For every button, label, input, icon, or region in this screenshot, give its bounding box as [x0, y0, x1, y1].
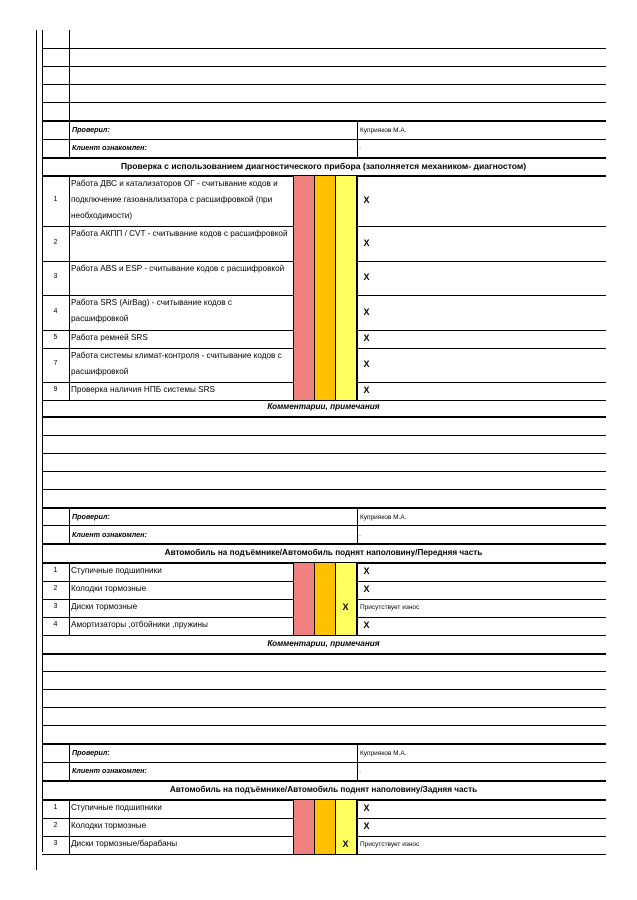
- row-line: [42, 780, 606, 782]
- row-line: [42, 48, 606, 49]
- status-cell-amber[interactable]: [314, 617, 335, 635]
- column-line: [357, 120, 358, 158]
- column-line: [69, 581, 70, 599]
- status-mark: X: [363, 566, 370, 576]
- column-line: [314, 836, 315, 854]
- column-line: [314, 382, 315, 400]
- column-line: [357, 836, 358, 854]
- column-line: [293, 176, 294, 226]
- column-line: [335, 382, 336, 400]
- comments-title: Комментарии, примечания: [267, 639, 380, 648]
- status-cell-yellow[interactable]: [335, 382, 356, 400]
- checked-label: Проверил:: [72, 748, 110, 757]
- row-line: [42, 707, 606, 708]
- column-line: [69, 176, 70, 226]
- status-cell-amber[interactable]: [314, 800, 335, 818]
- status-cell-red[interactable]: [293, 563, 314, 581]
- column-line: [335, 800, 336, 818]
- column-line: [69, 261, 70, 295]
- row-number: 5: [53, 334, 58, 341]
- status-cell-red[interactable]: [293, 226, 314, 261]
- column-line: [69, 836, 70, 854]
- row-line: [42, 854, 606, 855]
- column-line: [314, 176, 315, 226]
- column-line: [314, 261, 315, 295]
- row-line: [42, 120, 606, 122]
- column-line: [335, 261, 336, 295]
- row-line: [42, 743, 606, 745]
- status-mark: X: [363, 272, 370, 282]
- row-label: Амортизаторы ,отбойники ,пружины: [71, 620, 208, 629]
- row-label: Колодки тормозные: [71, 584, 147, 593]
- status-mark: X: [363, 821, 370, 831]
- row-line: [42, 157, 606, 159]
- status-mark: X: [363, 620, 370, 630]
- status-cell-red[interactable]: [293, 800, 314, 818]
- status-mark: X: [363, 584, 370, 594]
- row-line: [42, 471, 606, 472]
- row-number: 2: [53, 822, 58, 829]
- column-line: [335, 176, 336, 226]
- row-number: 1: [53, 196, 58, 203]
- column-line: [314, 563, 315, 581]
- status-cell-amber[interactable]: [314, 226, 335, 261]
- row-note: Присутствует износ: [360, 841, 420, 848]
- margin-line-inner: [42, 30, 43, 852]
- client-value: .: [359, 144, 361, 151]
- row-line: [42, 543, 606, 545]
- row-number: 1: [53, 804, 58, 811]
- status-mark: X: [363, 306, 370, 317]
- status-cell-amber[interactable]: [314, 581, 335, 599]
- column-line: [293, 617, 294, 635]
- row-number: 3: [53, 603, 58, 610]
- status-cell-amber[interactable]: [314, 818, 335, 836]
- status-mark: X: [363, 359, 370, 369]
- row-label: Работа ремней SRS: [71, 333, 148, 342]
- row-line: [42, 435, 606, 436]
- status-cell-yellow[interactable]: [335, 226, 356, 261]
- column-line: [293, 348, 294, 382]
- row-line: [42, 671, 606, 672]
- column-line: [69, 743, 70, 781]
- column-line: [335, 563, 336, 581]
- column-line: [293, 261, 294, 295]
- column-line: [293, 330, 294, 348]
- row-line: [42, 653, 606, 655]
- row-label: Проверка наличия НПБ системы SRS: [71, 385, 215, 394]
- column-line: [357, 743, 358, 781]
- row-line: [42, 84, 606, 85]
- status-cell-yellow[interactable]: [335, 617, 356, 635]
- row-line: [42, 525, 606, 526]
- row-line: [42, 453, 606, 454]
- status-cell-red[interactable]: [293, 261, 314, 295]
- column-line: [293, 818, 294, 836]
- row-label: Диски тормозные: [71, 602, 138, 611]
- row-label: Колодки тормозные: [71, 821, 147, 830]
- column-line: [357, 507, 358, 544]
- client-label: Клиент ознакомлен:: [72, 530, 147, 539]
- column-line: [314, 348, 315, 382]
- row-line: [42, 489, 606, 490]
- column-line: [335, 348, 336, 382]
- status-cell-red[interactable]: [293, 581, 314, 599]
- column-line: [69, 507, 70, 544]
- status-cell-amber[interactable]: [314, 599, 335, 617]
- status-cell-yellow[interactable]: [335, 800, 356, 818]
- row-line: [42, 102, 606, 103]
- status-cell-amber[interactable]: [314, 382, 335, 400]
- status-mark: X: [342, 602, 349, 612]
- client-value: .: [359, 767, 361, 774]
- column-line: [69, 382, 70, 400]
- column-line: [335, 330, 336, 348]
- status-cell-red[interactable]: [293, 599, 314, 617]
- column-line: [335, 581, 336, 599]
- row-line: [42, 635, 606, 636]
- column-line: [314, 226, 315, 261]
- column-line: [335, 617, 336, 635]
- status-mark: X: [363, 803, 370, 813]
- row-number: 3: [53, 273, 58, 280]
- row-label: Ступичные подшипники: [71, 566, 162, 575]
- status-cell-red[interactable]: [293, 836, 314, 854]
- column-line: [314, 581, 315, 599]
- row-label: Ступичные подшипники: [71, 803, 162, 812]
- status-cell-amber[interactable]: [314, 563, 335, 581]
- row-number: 4: [53, 621, 58, 628]
- column-line: [69, 563, 70, 581]
- column-line: [69, 330, 70, 348]
- diagnostics-title: Проверка с использованием диагностического прибора (заполняется механиком- диагностом): [120, 161, 527, 171]
- client-label: Клиент ознакомлен:: [72, 143, 147, 152]
- row-number: 7: [53, 360, 58, 367]
- column-line: [335, 295, 336, 330]
- status-cell-yellow[interactable]: [335, 330, 356, 348]
- status-cell-yellow[interactable]: [335, 295, 356, 330]
- column-line: [314, 800, 315, 818]
- column-line: [314, 617, 315, 635]
- column-line: [293, 295, 294, 330]
- column-line: [293, 800, 294, 818]
- column-line: [293, 836, 294, 854]
- margin-line-outer: [36, 30, 37, 870]
- status-mark: X: [363, 333, 370, 343]
- column-line: [293, 599, 294, 617]
- status-mark: X: [342, 839, 349, 849]
- status-cell-amber[interactable]: [314, 348, 335, 382]
- front-title: Автомобиль на подъёмнике/Автомобиль поднят наполовину/Передняя часть: [164, 548, 483, 557]
- column-line: [335, 226, 336, 261]
- status-mark: X: [363, 237, 370, 248]
- status-cell-yellow[interactable]: [335, 563, 356, 581]
- status-cell-red[interactable]: [293, 176, 314, 226]
- row-note: Присутствует износ: [360, 604, 420, 611]
- column-line: [293, 563, 294, 581]
- row-number: 2: [53, 238, 58, 246]
- status-cell-yellow[interactable]: [335, 176, 356, 226]
- column-line-num: [69, 30, 70, 121]
- row-line: [42, 689, 606, 690]
- row-label: Работа SRS (AirBag) - считывание кодов с расшифровкой: [71, 298, 233, 323]
- row-line: [42, 416, 606, 418]
- column-line: [314, 599, 315, 617]
- column-line: [69, 120, 70, 158]
- status-cell-yellow[interactable]: [335, 261, 356, 295]
- column-line: [293, 226, 294, 261]
- row-label: Диски тормозные/барабаны: [71, 839, 178, 848]
- status-cell-amber[interactable]: [314, 330, 335, 348]
- row-number: 9: [53, 386, 58, 393]
- column-line: [314, 295, 315, 330]
- row-line: [42, 66, 606, 67]
- column-line: [69, 818, 70, 836]
- column-line: [357, 599, 358, 617]
- status-cell-yellow[interactable]: [335, 818, 356, 836]
- status-cell-red[interactable]: [293, 617, 314, 635]
- comments-title: Комментарии, примечания: [267, 402, 380, 411]
- row-line: [42, 507, 606, 509]
- status-cell-red[interactable]: [293, 295, 314, 330]
- row-number: 3: [53, 840, 58, 847]
- row-label: Работа ABS и ESP - считывание кодов с расшифровкой: [71, 264, 285, 273]
- inspector-name: Куприяков М.А.: [360, 750, 407, 757]
- status-cell-red[interactable]: [293, 348, 314, 382]
- row-number: 4: [53, 307, 58, 315]
- row-number: 1: [53, 567, 58, 574]
- column-line: [314, 818, 315, 836]
- checked-label: Проверил:: [72, 125, 110, 134]
- column-line: [314, 330, 315, 348]
- rear-title: Автомобиль на подъёмнике/Автомобиль поднят наполовину/Задняя часть: [169, 785, 478, 794]
- inspector-name: Куприяков М.А.: [360, 514, 407, 521]
- row-line: [42, 400, 606, 401]
- column-line: [335, 818, 336, 836]
- status-cell-amber[interactable]: [314, 295, 335, 330]
- column-line: [69, 348, 70, 382]
- checked-label: Проверил:: [72, 512, 110, 521]
- column-line: [69, 617, 70, 635]
- status-cell-red[interactable]: [293, 818, 314, 836]
- client-label: Клиент ознакомлен:: [72, 766, 147, 775]
- status-mark: X: [363, 195, 370, 205]
- column-line: [69, 226, 70, 261]
- inspector-name: Куприяков М.А.: [360, 127, 407, 134]
- column-line: [69, 599, 70, 617]
- status-cell-yellow[interactable]: [335, 581, 356, 599]
- status-cell-amber[interactable]: [314, 836, 335, 854]
- row-number: 2: [53, 585, 58, 592]
- status-mark: X: [363, 385, 370, 395]
- column-line: [293, 581, 294, 599]
- column-line: [293, 382, 294, 400]
- column-line: [69, 800, 70, 818]
- status-cell-red[interactable]: [293, 382, 314, 400]
- status-cell-amber[interactable]: [314, 261, 335, 295]
- client-value: .: [359, 531, 361, 538]
- status-cell-red[interactable]: [293, 330, 314, 348]
- status-cell-yellow[interactable]: [335, 348, 356, 382]
- row-label: Работа АКПП / CVT - считывание кодов с расшифровкой: [71, 229, 288, 238]
- status-cell-amber[interactable]: [314, 176, 335, 226]
- column-line: [69, 295, 70, 330]
- row-label: Работа ДВС и катализаторов ОГ - считывание кодов и подключение газоанализатора с расшифровкой (при необходимости): [71, 179, 278, 220]
- row-label: Работа системы климат-контроля - считывание кодов с расшифровкой: [71, 351, 282, 376]
- row-line: [42, 725, 606, 726]
